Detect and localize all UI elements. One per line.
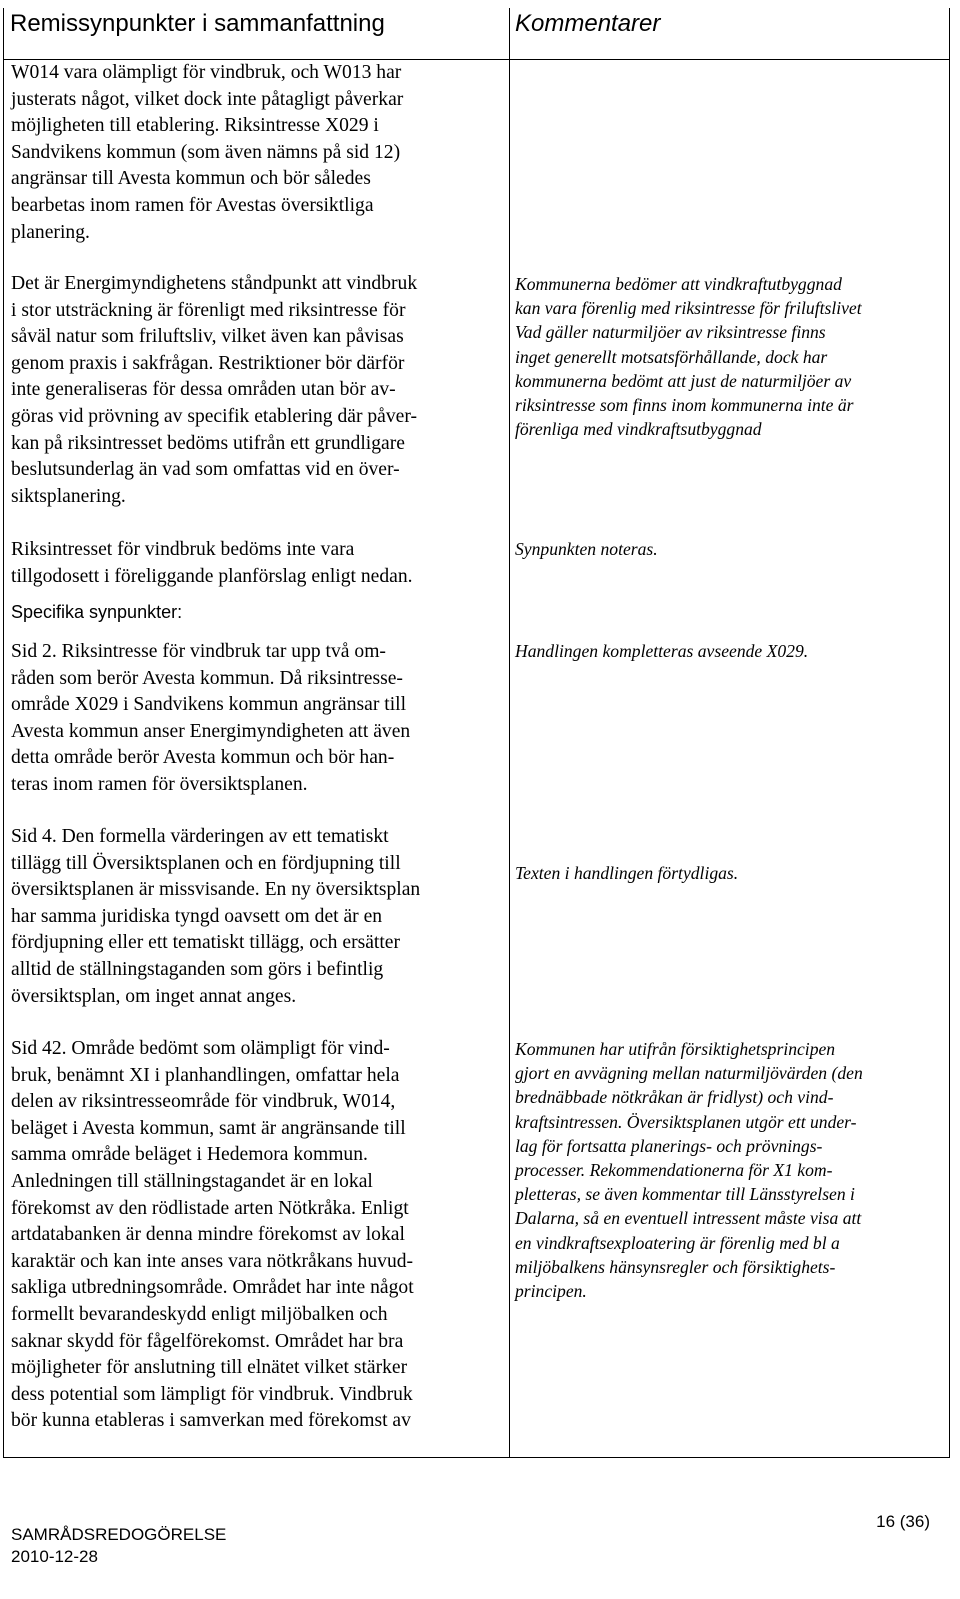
footer-document-info (11, 1524, 226, 1568)
specific-remarks-heading: Specifika synpunkter: (11, 602, 183, 622)
comment-3 (515, 639, 947, 663)
remark-paragraph-1 (11, 60, 503, 246)
remark-text: Sid 2. Riksintresse för vindbruk tar upp två om- råden som berör Avesta kommun. Då riksintresse- område X029 i Sandvikens kommun angränsar till Avesta kommun anser Energimyndigheten att även detta område berör Avesta kommun och bör han- teras inom ramen för översiktsplanen. (11, 641, 411, 795)
comment-text: Synpunkten noteras. (515, 539, 658, 559)
comment-4 (515, 861, 947, 885)
column-heading-comments: Kommentarer (515, 10, 661, 37)
remark-paragraph-sid42 (11, 1036, 503, 1435)
remark-paragraph-sid4 (11, 824, 503, 1010)
comment-text: Texten i handlingen förtydligas. (515, 863, 739, 883)
remark-paragraph-2 (11, 271, 503, 510)
remark-text: Riksintresset för vindbruk bedöms inte vara tillgodosett i föreliggande planförslag enligt nedan. (11, 539, 413, 587)
comment-text: Kommunerna bedömer att vindkraftutbyggnad kan vara förenlig med riksintresse för friluftslivet Vad gäller naturmiljöer av riksintresse finns inget generellt motsatsförhållande, dock har kommunerna bedömt att just de naturmiljöer av riksintresse som finns inom kommunerna inte är förenliga med vindkraftsutbyggnad (515, 274, 862, 440)
footer-date: 2010-12-28 (11, 1547, 98, 1566)
column-divider (509, 8, 510, 1457)
footer-title: SAMRÅDSREDOGÖRELSE (11, 1525, 227, 1544)
remark-paragraph-sid2 (11, 639, 503, 799)
page-number: 16 (36) (876, 1512, 930, 1531)
remark-text: Det är Energimyndighetens ståndpunkt att vindbruk i stor utsträckning är förenligt med riksintresse för såväl natur som friluftsliv, vilket även kan påvisas genom praxis i sakfrågan. Restriktioner bör därför inte generaliseras för dessa områden utan bör av- göras vid prövning av specifik etablering där påver- kan på riksintresset bedöms utifrån ett grundligare beslutsunderlag än vad som omfattas vid en över- siktsplanering. (11, 273, 418, 507)
comment-text: Handlingen kompletteras avseende X029. (515, 641, 809, 661)
remark-text: Sid 4. Den formella värderingen av ett tematiskt tillägg till Översiktsplanen och en fördjupning till översiktsplanen är missvisande. En ny översiktsplan har samma juridiska tyngd oavsett om det är en fördjupning eller ett tematiskt tillägg, och ersätter alltid de ställningstaganden som görs i befintlig översiktsplan, om inget annat anges. (11, 826, 421, 1007)
comment-1 (515, 272, 947, 441)
comment-5 (515, 1037, 947, 1303)
comment-text: Kommunen har utifrån försiktighetsprincipen gjort en avvägning mellan naturmiljövärden (den brednäbbade nötkråkan är fridlyst) och vind- kraftsintressen. Översiktsplanen utgör ett under- lag för fortsatta planerings- och prövnings- processer. Rekommendationerna för X1 kom- pletteras, se även kommentar till Länsstyrelsen i Dalarna, så en eventuell intressent måste visa att en vindkraftsexploatering är förenlig med bl a miljöbalkens hänsynsregler och försiktighets- principen. (515, 1039, 863, 1302)
column-heading-remarks: Remissynpunkter i sammanfattning (10, 10, 385, 37)
comment-2 (515, 537, 947, 561)
remark-text: Sid 42. Område bedömt som olämpligt för vind- bruk, benämnt XI i planhandlingen, omfattar hela delen av riksintresseområde för vindbruk, W014, beläget i Avesta kommun, samt är angränsande till samma område beläget i Hedemora kommun. Anledningen till ställningstagandet är en lokal förekomst av den rödlistade arten Nötkråka. Enligt artdatabanken är denna mindre förekomst av lokal karaktär och kan inte anses vara nötkråkans huvud- sakliga utbredningsområde. Området har inte något formellt bevarandeskydd enligt miljöbalken och saknar skydd för fågelförekomst. Området har bra möjligheter för anslutning till elnätet vilket stärker dess potential som lämpligt för vindbruk. Vindbruk bör kunna etableras i samverkan med förekomst av (11, 1038, 414, 1432)
remark-paragraph-3 (11, 537, 503, 590)
remark-text: W014 vara olämpligt för vindbruk, och W013 har justerats något, vilket dock inte påtagligt påverkar möjligheten till etablering. Riksintresse X029 i Sandvikens kommun (som även nämns på sid 12) angränsar till Avesta kommun och bör således bearbetas inom ramen för Avestas översiktliga planering. (11, 62, 404, 243)
